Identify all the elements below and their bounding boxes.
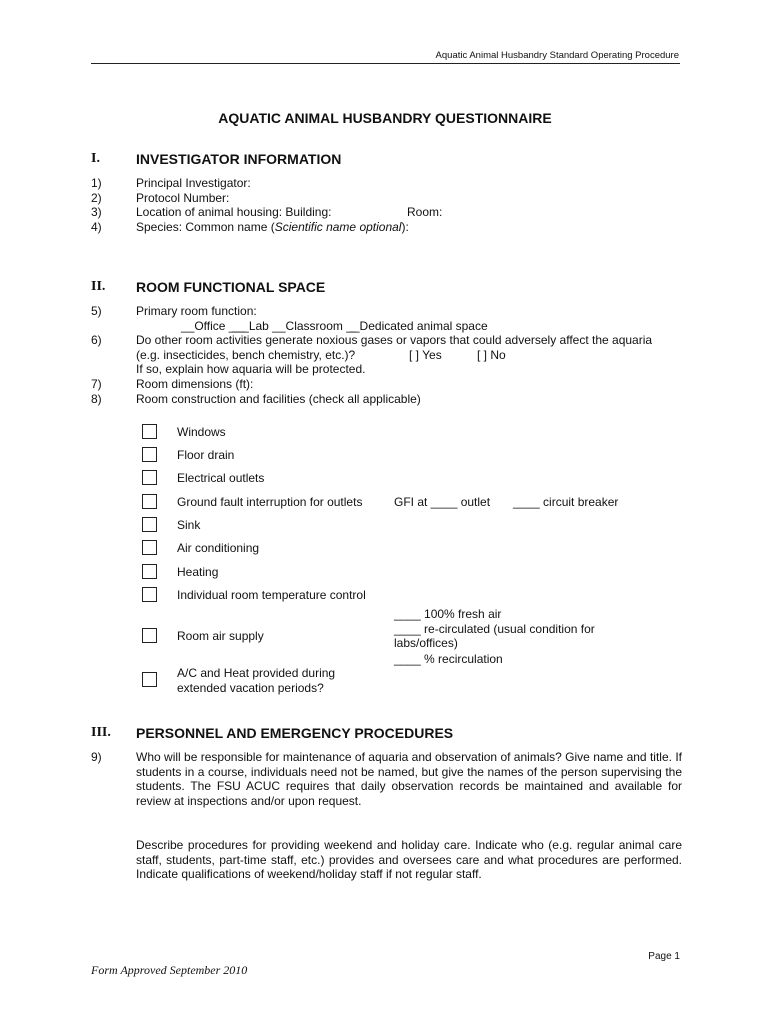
item-4-text-post: ):: [401, 220, 409, 234]
label-gfi: Ground fault interruption for outlets: [177, 495, 363, 509]
item-4-text-italic: Scientific name optional: [274, 220, 402, 234]
page-number: Page 1: [648, 951, 680, 962]
label-temperature-control: Individual room temperature control: [177, 588, 366, 602]
item-1-number: 1): [91, 176, 102, 190]
section-2-heading: ROOM FUNCTIONAL SPACE: [136, 279, 326, 295]
checkbox-electrical-outlets[interactable]: [142, 470, 157, 485]
header-rule: [91, 63, 680, 64]
item-6-line2: (e.g. insecticides, bench chemistry, etc.)?: [136, 348, 356, 362]
label-floor-drain: Floor drain: [177, 448, 235, 462]
checkbox-room-air-supply[interactable]: [142, 628, 157, 643]
section-3-heading: PERSONNEL AND EMERGENCY PROCEDURES: [136, 725, 454, 741]
air-recirc-option[interactable]: ____ re-circulated (usual condition for: [394, 622, 595, 636]
item-5-number: 5): [91, 304, 102, 318]
section-1-heading: INVESTIGATOR INFORMATION: [136, 151, 342, 167]
item-2-text: Protocol Number:: [136, 191, 230, 205]
weekend-care-paragraph: Describe procedures for providing weekend and holiday care. Indicate who (e.g. regular animal care staff, students, part-time staff, etc.) provides and oversees care and what procedures are performed. Indicate qualifications of weekend/holiday staff if not regular staff.: [136, 838, 682, 882]
item-4-text: [136, 220, 409, 234]
checkbox-air-conditioning[interactable]: [142, 540, 157, 555]
air-recirc-option-cont: labs/offices): [394, 636, 458, 650]
item-4-number: 4): [91, 220, 102, 234]
label-room-air-supply: Room air supply: [177, 629, 264, 643]
air-pct-option[interactable]: ____ % recirculation: [394, 652, 503, 666]
item-9-paragraph: Who will be responsible for maintenance of aquaria and observation of animals? Give name and title. If students in a course, individuals need not be named, but give the names of the person supervising the students. The FSU ACUC requires that daily observation records be maintained and available for review at inspections and/or upon request.: [136, 750, 682, 808]
item-6-no-option[interactable]: [ ] No: [477, 348, 506, 362]
item-7-number: 7): [91, 377, 102, 391]
label-windows: Windows: [177, 425, 226, 439]
document-title: AQUATIC ANIMAL HUSBANDRY QUESTIONNAIRE: [218, 110, 552, 126]
running-header: Aquatic Animal Husbandry Standard Operating Procedure: [435, 50, 679, 61]
item-8-number: 8): [91, 392, 102, 406]
gfi-breaker-field[interactable]: ____ circuit breaker: [513, 495, 619, 509]
item-6-number: 6): [91, 333, 102, 347]
checkbox-temperature-control[interactable]: [142, 587, 157, 602]
checkbox-windows[interactable]: [142, 424, 157, 439]
section-1-numeral: I.: [91, 151, 100, 166]
item-5-text: Primary room function:: [136, 304, 257, 318]
item-3-room-label: Room:: [407, 205, 443, 219]
item-3-text: Location of animal housing: Building:: [136, 205, 332, 219]
checkbox-heating[interactable]: [142, 564, 157, 579]
form-approval-footer: Form Approved September 2010: [91, 963, 248, 977]
label-vacation-line2: extended vacation periods?: [177, 681, 324, 695]
checkbox-gfi[interactable]: [142, 494, 157, 509]
air-fresh-option[interactable]: ____ 100% fresh air: [394, 607, 502, 621]
checkbox-vacation-hvac[interactable]: [142, 672, 157, 687]
item-5-options: __Office _̲_̲_Lab __Classroom _̲_Dedicated animal space: [181, 319, 488, 333]
label-air-conditioning: Air conditioning: [177, 541, 260, 555]
item-6-yes-option[interactable]: [ ] Yes: [409, 348, 442, 362]
label-sink: Sink: [177, 518, 201, 532]
item-8-text: Room construction and facilities (check all applicable): [136, 392, 421, 406]
label-electrical-outlets: Electrical outlets: [177, 471, 265, 485]
item-3-number: 3): [91, 205, 102, 219]
item-9-number: 9): [91, 750, 102, 764]
item-2-number: 2): [91, 191, 102, 205]
item-6-line3: If so, explain how aquaria will be protected.: [136, 362, 366, 376]
section-2-numeral: II.: [91, 279, 106, 294]
label-vacation-line1: A/C and Heat provided during: [177, 666, 336, 680]
gfi-outlet-field[interactable]: GFI at ____ outlet: [394, 495, 491, 509]
item-4-text-pre: Species: Common name (: [136, 220, 275, 234]
item-7-text: Room dimensions (ft):: [136, 377, 254, 391]
checkbox-sink[interactable]: [142, 517, 157, 532]
section-3-numeral: III.: [91, 725, 111, 740]
item-1-text: Principal Investigator:: [136, 176, 251, 190]
label-heating: Heating: [177, 565, 219, 579]
checkbox-floor-drain[interactable]: [142, 447, 157, 462]
item-6-text: Do other room activities generate noxious gases or vapors that could adversely affect the aquaria: [136, 333, 653, 347]
